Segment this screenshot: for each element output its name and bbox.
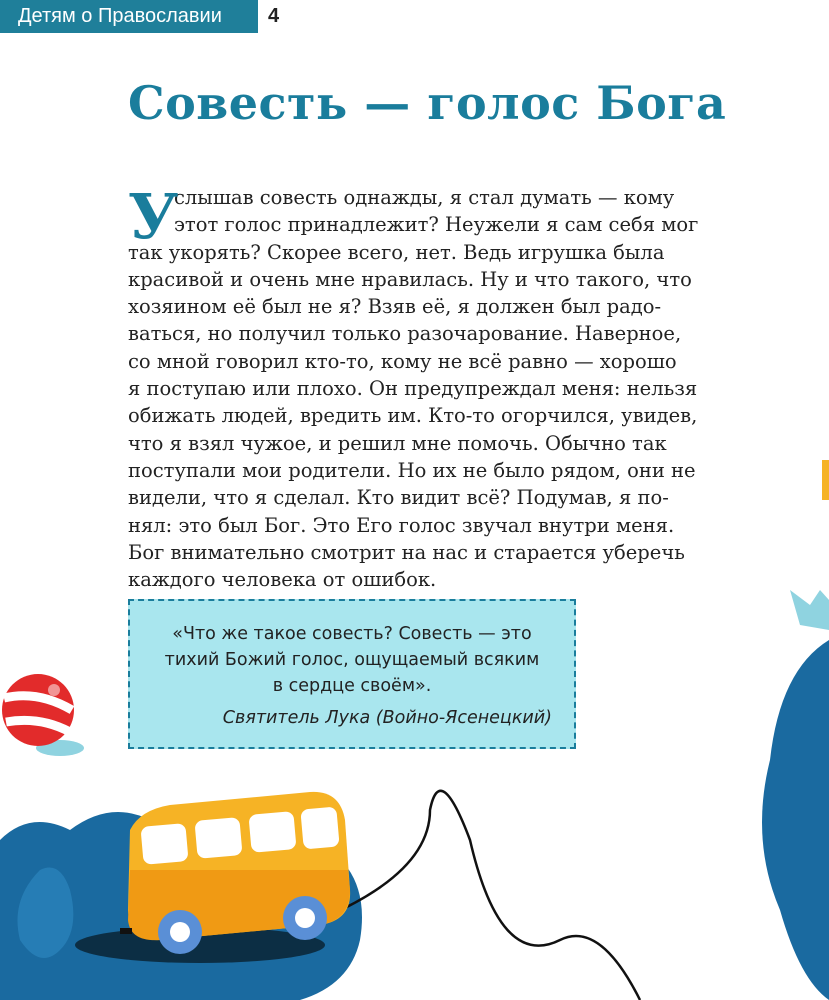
bus-icon — [120, 792, 350, 954]
page-title: Совесть — голос Бога — [128, 76, 727, 130]
text-line: поступали мои родители. Но их не было рядом, они не — [128, 458, 696, 482]
text-line: каждого человека от ошибок. — [128, 568, 437, 592]
text-line: что я взял чужое, и решил мне помочь. Обычно так — [128, 431, 667, 455]
text-line: со мной говорил кто-то, кому не всё равно — хорошо — [128, 349, 677, 373]
text-line: видели, что я сделал. Кто видит всё? Подумав, я по- — [128, 486, 669, 510]
text-line: Бог внимательно смотрит на нас и старается уберечь — [128, 540, 685, 564]
quote-author: Святитель Лука (Войно-Ясенецкий) — [222, 708, 552, 728]
text-line: ваться, но получил только разочарование. Наверное, — [128, 322, 682, 346]
bus-illustration — [0, 770, 740, 1000]
ball-illustration — [0, 660, 90, 770]
text-line: хозяином её был не я? Взяв её, я должен был радо- — [128, 295, 662, 319]
text-line: так укорять? Скорее всего, нет. Ведь игрушка была — [128, 240, 665, 264]
series-header — [0, 0, 258, 33]
quote-text — [130, 621, 574, 699]
text-line: этот голос принадлежит? Неужели я сам себя мог — [174, 213, 699, 237]
text-line: обижать людей, вредить им. Кто-то огорчился, увидев, — [128, 404, 698, 428]
text-line: красивой и очень мне нравилась. Ну и что такого, что — [128, 267, 692, 291]
quote-line: «Что же такое совесть? Совесть — это — [172, 624, 532, 644]
page-number: 4 — [268, 5, 280, 27]
quote-line: тихий Божий голос, ощущаемый всяким — [164, 650, 540, 670]
article-body — [128, 180, 728, 593]
right-edge-decoration — [740, 440, 829, 1000]
quote-line: в сердце своём». — [272, 676, 432, 696]
text-line: я поступаю или плохо. Он предупреждал меня: нельзя — [128, 377, 698, 401]
drop-cap: У — [128, 180, 179, 253]
series-title: Детям о Православии — [18, 5, 222, 27]
text-line: нял: это был Бог. Это Его голос звучал внутри меня. — [128, 513, 675, 537]
text-line: слышав совесть однажды, я стал думать — кому — [174, 186, 675, 209]
quote-box — [128, 599, 576, 749]
